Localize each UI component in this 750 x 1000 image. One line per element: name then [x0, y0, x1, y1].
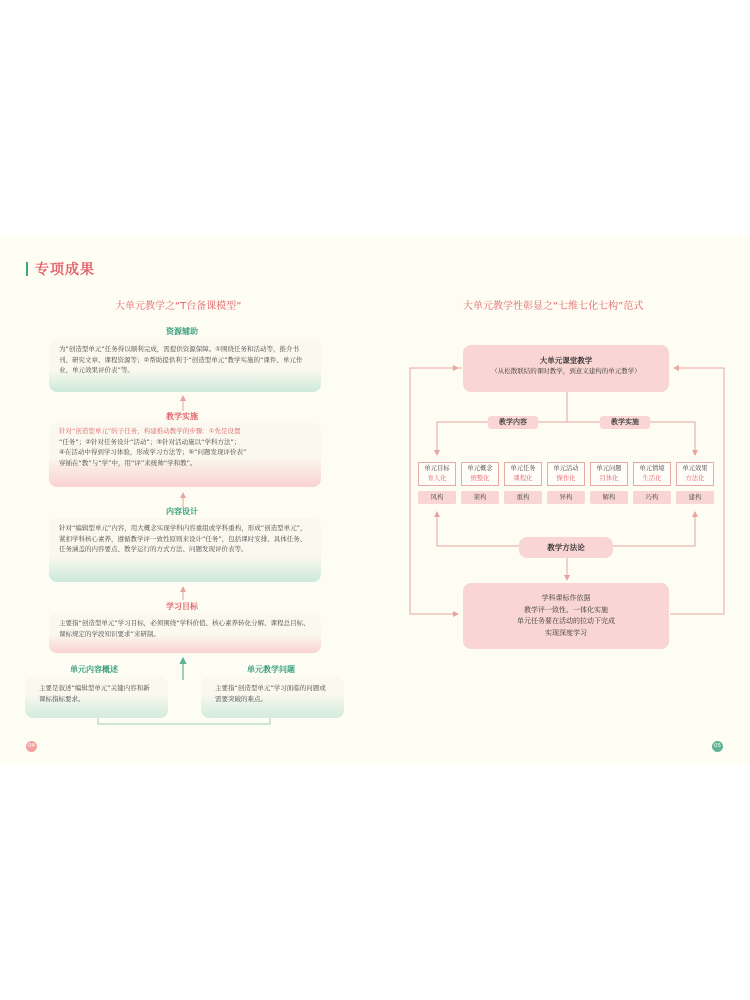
- goals-title: 学习目标: [166, 602, 198, 611]
- column-effect-construct: 建构: [676, 491, 714, 504]
- goals-card: [49, 613, 321, 653]
- bottom-bracket: [98, 718, 270, 724]
- page-number-right: 05: [712, 741, 723, 752]
- implementation-line-3: ④在活动中得到学习体验，形成学习方法等；⑤“问题发现评价表”: [59, 448, 247, 456]
- tag-teaching-content: 教学内容: [488, 416, 538, 429]
- design-text: 针对“编辑型单元”内容，用大概念实现学科内容重组或学科重构，形成“创造型单元”，紧扣学科核心素养，遵循教学评一致性原则来设计“任务”，包括课时安排、具体任务、任务涵盖的内容要点、教学运行的方式方法、问题发现评价表等。: [59, 524, 307, 553]
- column-context-label: 单元情境: [639, 465, 665, 472]
- goals-text: 主要指“创造型单元”学习目标，必须围绕“学科价值、核心素养转化分解、课程总目标、课标规定的学段知识要求”来研制。: [59, 619, 310, 638]
- column-concept-sub: 统整化: [470, 475, 490, 482]
- problem-card: [201, 677, 344, 718]
- column-task-construct: 重构: [504, 491, 542, 504]
- implementation-line-2: “任务”；②针对任务设计“活动”；③针对活动施以“学科方法”；: [59, 437, 241, 446]
- implementation-line-4: 穿插在“教”与“学”中，用“评”来统帅“学和教”。: [59, 458, 197, 467]
- column-effect: [676, 462, 714, 504]
- implementation-line-1: 针对“创造型单元”的子任务，构建推动教学的步骤：①先是设置: [59, 427, 241, 435]
- column-concept-construct: 架构: [461, 491, 499, 504]
- column-concept-label: 单元概念: [467, 465, 493, 472]
- column-task-sub: 课程化: [513, 475, 533, 482]
- section-title: 专项成果: [35, 262, 95, 278]
- column-goal-sub: 育人化: [427, 475, 447, 482]
- overview-title: 单元内容概述: [70, 665, 118, 674]
- branch-right: [650, 422, 695, 455]
- tag-teaching-implementation: 教学实施: [600, 416, 650, 429]
- classroom-teaching-box: [463, 345, 669, 392]
- right-chart-title: 大单元教学性彰显之“七维七化七构”范式: [463, 301, 644, 312]
- method-left: [437, 512, 519, 546]
- column-goal: [418, 462, 456, 504]
- column-problem-sub: 目体化: [599, 475, 619, 482]
- problem-title: 单元教学问题: [247, 665, 295, 674]
- basis-line-1: 学科课标作依据: [541, 594, 591, 602]
- basis-line-4: 实现深度学习: [545, 628, 587, 637]
- column-concept: [461, 462, 499, 504]
- problem-text: 主要指“创造型单元”学习面临的问题或需要突破的难点。: [215, 684, 326, 703]
- classroom-teaching-title: 大单元课堂教学: [539, 356, 593, 365]
- left-chart-title: 大单元教学之“T台备课模型”: [115, 301, 242, 312]
- overview-text: 主要是叙述“编辑型单元”关键内容和新课标指标要求。: [39, 684, 150, 703]
- classroom-teaching-subtitle: （从松散联结的课时教学，到意义建构的单元教学）: [491, 367, 641, 375]
- column-problem-label: 单元问题: [596, 465, 622, 472]
- branch-left: [437, 422, 488, 455]
- column-activity-sub: 操作化: [556, 475, 576, 482]
- column-context: [633, 462, 671, 504]
- methodology-box: 教学方法论: [519, 537, 613, 558]
- overview-card: [25, 677, 168, 718]
- column-activity-label: 单元活动: [553, 465, 579, 472]
- resource-card: [49, 339, 321, 392]
- column-goal-construct: 风构: [418, 491, 456, 504]
- column-context-sub: 生活化: [642, 475, 662, 482]
- column-activity-construct: 异构: [547, 491, 585, 504]
- design-title: 内容设计: [166, 507, 198, 516]
- column-task-label: 单元任务: [510, 465, 536, 472]
- curriculum-basis-box: [463, 583, 669, 649]
- implementation-title: 教学实施: [166, 412, 198, 421]
- basis-line-3: 单元任务要在活动的拉动下完成: [517, 617, 615, 625]
- column-problem-construct: 解构: [590, 491, 628, 504]
- section-accent-bar: [26, 262, 28, 276]
- basis-line-2: 教学评一致性、一体化实施: [524, 605, 608, 614]
- column-effect-sub: 方法化: [685, 475, 705, 482]
- column-context-construct: 巧构: [633, 491, 671, 504]
- design-card: [49, 518, 321, 582]
- implementation-card: [49, 423, 321, 487]
- column-goal-label: 单元目标: [424, 465, 450, 472]
- resource-text: 为“创造型单元”任务得以顺利完成，需提供资源保障。①围绕任务和活动等，推介书刊、研究文章、课程资源等；②帮助提供利于“创造型单元”教学实施的“课件、单元作业、单元效果评价表”等。: [59, 345, 303, 374]
- resource-title: 资源辅助: [166, 327, 198, 336]
- column-effect-label: 单元效果: [682, 465, 708, 472]
- page-number-left: 04: [26, 741, 37, 752]
- dimension-columns: [418, 462, 716, 507]
- method-right: [613, 512, 695, 546]
- column-task: [504, 462, 542, 504]
- column-problem: [590, 462, 628, 504]
- column-activity: [547, 462, 585, 504]
